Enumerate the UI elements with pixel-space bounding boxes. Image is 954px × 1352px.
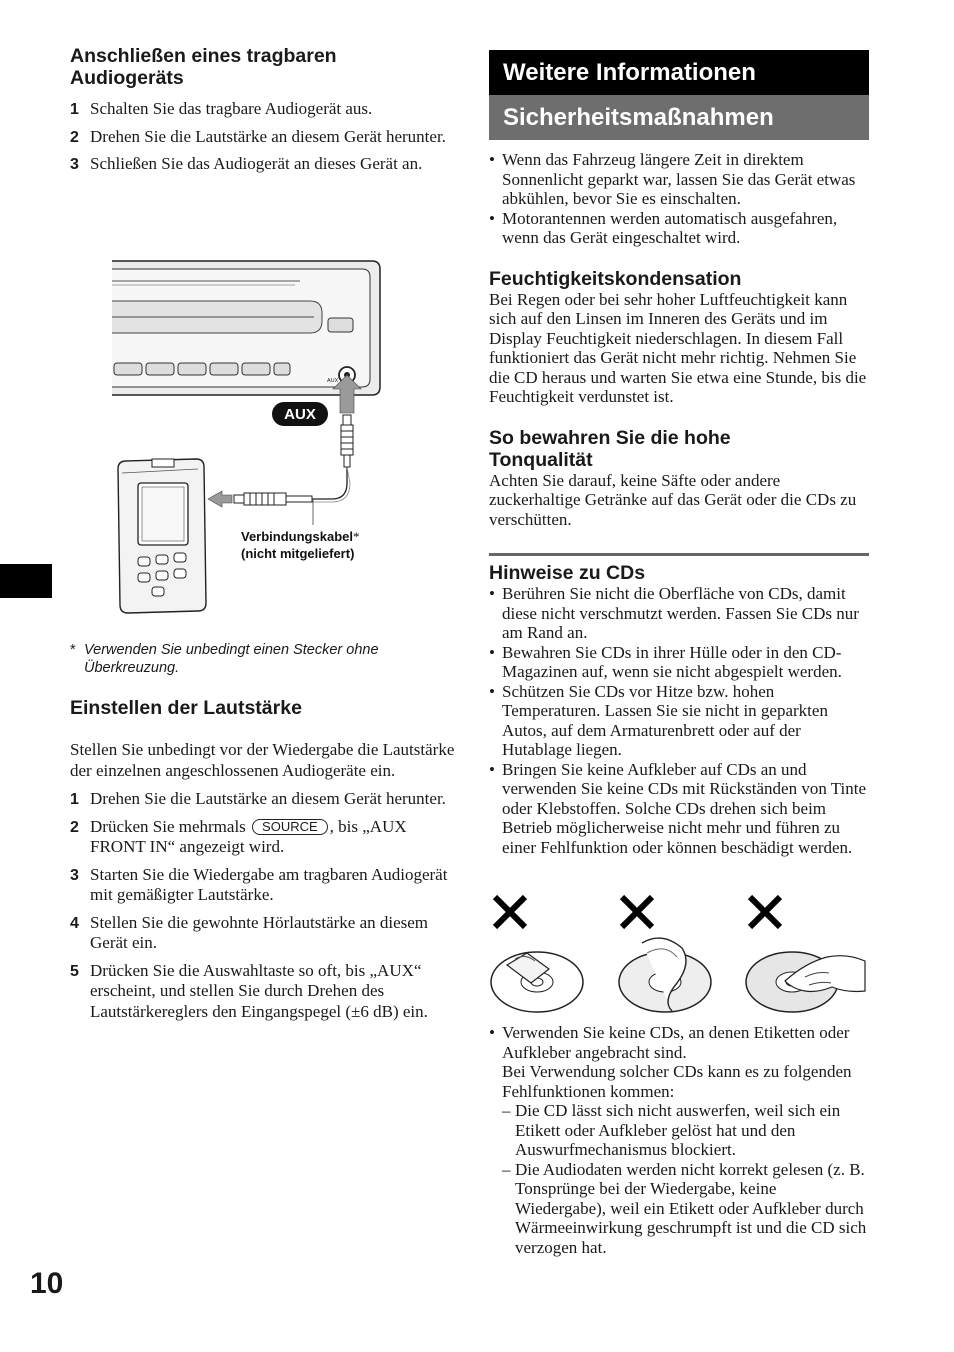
list-item: • Bringen Sie keine Aufkleber auf CDs an und verwenden Sie keine CDs mit Rückständen von Tinte oder Klebstoffen. Solche CDs drehen sich beim Betrieb möglicherweise nicht mehr und führen zu einer Fehlfunktion oder können beschädigt werden. — [489, 760, 869, 858]
svg-text:Verbindungskabel* — [241, 529, 359, 544]
cd-label-list — [489, 1023, 869, 1257]
connection-diagram — [100, 255, 400, 620]
page-number: 10 — [30, 1267, 64, 1300]
list-item: • Wenn das Fahrzeug längere Zeit in direktem Sonnenlicht geparkt war, lassen Sie das Gerät etwas abkühlen, bevor Sie es einschalten. — [489, 150, 869, 209]
cd-with-sticker-illustration — [491, 952, 583, 1012]
malfunction-list — [502, 1101, 869, 1257]
section-banner: Sicherheitsmaßnahmen — [489, 95, 869, 140]
connect-step: 3 Schließen Sie das Audiogerät an dieses Gerät an. — [70, 154, 423, 173]
connect-step: 2 Drehen Sie die Lautstärke an diesem Gerät herunter. — [70, 126, 446, 146]
volume-step: 2 Drücken Sie mehrmals SOURCE , bis „AUX FRONT IN“ angezeigt wird. — [70, 816, 407, 856]
cross-icon — [495, 897, 525, 927]
section-title-condensation: Feuchtigkeitskondensation — [489, 267, 742, 290]
condensation-text: Bei Regen oder bei sehr hoher Luftfeuchtigkeit kann sich auf den Linsen im Inneren des Geräts und im Display Feuchtigkeit niederschlagen. In diesem Fall funktioniert das Gerät nicht mehr richtig. Nehmen Sie die CD heraus und warten Sie etwa eine Stunde, bis die Feuchtigkeit verdunstet ist. — [489, 289, 867, 406]
source-button-label: SOURCE — [252, 819, 328, 835]
connection-cable — [312, 467, 347, 499]
list-item: • Verwenden Sie keine CDs, an denen Etiketten oder Aufkleber angebracht sind. Bei Verwendung solcher CDs kann es zu folgenden Fehlfunktionen kommen: – Die CD lässt sich nicht auswerfen, weil sich ein Etikett oder Aufkleber gelöst hat und den Auswurfmechanismus blockiert. – Die Audiodaten werden nicht korrekt gelesen (z. B. Tonsprünge bei der Wiedergabe, keine Wiedergabe), weil ein Etikett oder Aufkleber durch Wärmeeinwirkung geschrumpft ist und die CD sich verzogen hat. — [489, 1023, 869, 1257]
cd-notes-list — [489, 584, 869, 857]
volume-step: 3 Starten Sie die Wiedergabe am tragbaren Audiogerät mit gemäßigter Lautstärke. — [70, 864, 448, 904]
volume-section — [70, 697, 455, 1029]
list-item: • Schützen Sie CDs vor Hitze bzw. hohen Temperaturen. Lassen Sie sie nicht in geparkten Autos, auf dem Armaturenbrett oder auf der Hutablage liegen. — [489, 682, 869, 760]
cable-label-note: (nicht mitgeliefert) — [241, 546, 355, 561]
portable-audio-player-illustration — [118, 459, 206, 613]
connect-step: 1 Schalten Sie das tragbare Audiogerät aus. — [70, 99, 373, 118]
cd-label-warning — [489, 1023, 869, 1257]
section-tab-marker — [0, 564, 52, 598]
section-title-sound-quality: So bewahren Sie die hohe Tonqualität — [489, 426, 731, 471]
section-title-volume: Einstellen der Lautstärke — [70, 697, 302, 719]
volume-step: 4 Stellen Sie die gewohnte Hörlautstärke an diesem Gerät ein. — [70, 912, 429, 952]
volume-intro: Stellen Sie unbedingt vor der Wiedergabe die Lautstärke der einzelnen angeschlossenen Audiogeräte ein. — [70, 740, 455, 780]
aux-badge — [272, 402, 328, 426]
cross-icon — [750, 897, 780, 927]
cross-icon — [622, 897, 652, 927]
section-title-connect: Anschließen eines tragbaren Audiogeräts — [70, 45, 337, 89]
list-item: • Motorantennen werden automatisch ausgefahren, wenn das Gerät eingeschaltet wird. — [489, 209, 869, 248]
list-item: • Bewahren Sie CDs in ihrer Hülle oder in den CD-Magazinen auf, wenn sie nicht abgespielt werden. — [489, 643, 869, 682]
cd-handling-illustrations — [487, 893, 872, 1018]
safety-list — [489, 150, 869, 248]
footnote: * Verwenden Sie unbedingt einen Stecker ohne Überkreuzung. — [70, 642, 379, 676]
volume-steps — [70, 789, 455, 1022]
list-item: – Die CD lässt sich nicht auswerfen, weil sich ein Etikett oder Aufkleber gelöst hat und den Auswurfmechanismus blockiert. — [502, 1101, 869, 1160]
section-divider — [489, 553, 869, 556]
volume-step: 1 Drehen Sie die Lautstärke an diesem Gerät herunter. — [70, 789, 446, 808]
left-column — [70, 45, 455, 182]
insert-arrow — [208, 491, 232, 507]
car-stereo-illustration — [112, 261, 380, 395]
svg-text:AUX: AUX — [284, 406, 316, 423]
list-item: • Berühren Sie nicht die Oberfläche von CDs, damit diese nicht verschmutzt werden. Fassen Sie CDs nur am Rand an. — [489, 584, 869, 643]
list-item: – Die Audiodaten werden nicht korrekt gelesen (z. B. Tonsprünge bei der Wiedergabe, keine Wiedergabe), weil ein Etikett oder Aufkleber durch Wärmeeinwirkung geschrumpft ist und die CD sich verzogen hat. — [502, 1160, 869, 1258]
aux-jack-label: AUX — [327, 378, 339, 384]
right-column — [489, 50, 869, 857]
chapter-banner: Weitere Informationen — [489, 50, 869, 95]
cd-touched-illustration — [746, 952, 865, 1012]
volume-step: 5 Drücken Sie die Auswahltaste so oft, bis „AUX“ erscheint, und stellen Sie durch Drehen des Lautstärkereglers den Eingangspegel (±6 dB) ein. — [70, 960, 428, 1021]
warped-cd-illustration — [619, 938, 711, 1012]
connect-steps — [70, 99, 455, 175]
plug-illustration — [341, 415, 353, 467]
section-title-cd-notes: Hinweise zu CDs — [489, 562, 646, 584]
cable-label-asterisk: * — [352, 529, 360, 544]
preset-buttons — [114, 363, 290, 375]
cable-label: Verbindungskabel — [241, 529, 353, 544]
plug-illustration — [234, 493, 312, 505]
sound-quality-text: Achten Sie darauf, keine Säfte oder andere zuckerhaltige Getränke auf das Gerät oder die CDs zu verschütten. — [489, 470, 857, 529]
